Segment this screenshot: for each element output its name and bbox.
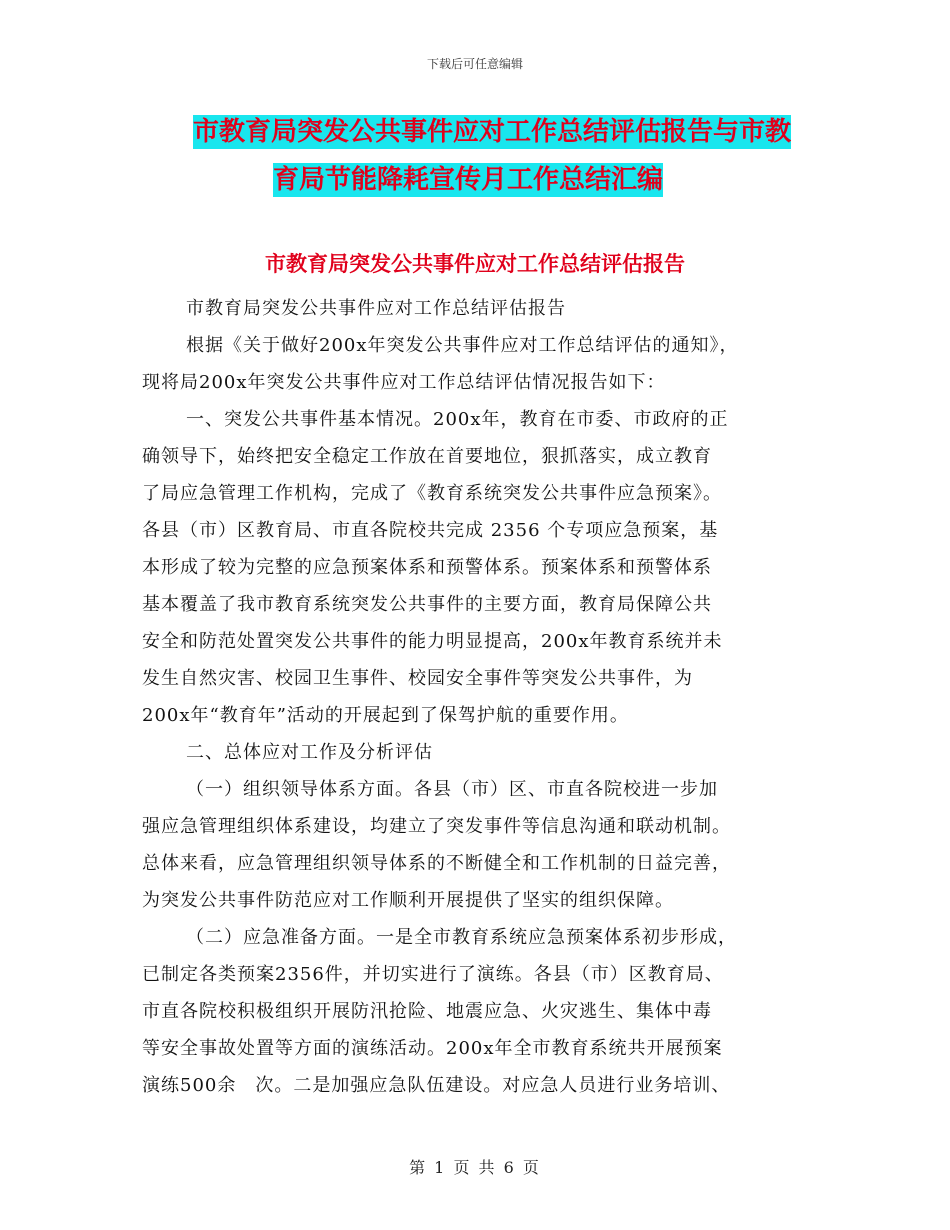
page-footer: 第 1 页 共 6 页 bbox=[409, 1158, 541, 1177]
body-line: 现将局200x年突发公共事件应对工作总结评估情况报告如下： bbox=[142, 372, 666, 393]
body-line: 演练500余 次。二是加强应急队伍建设。对应急人员进行业务培训、 bbox=[142, 1075, 731, 1096]
body-line: 确领导下，始终把安全稳定工作放在首要地位，狠抓落实，成立教育 bbox=[142, 446, 712, 467]
main-title-line-2-text: 育局节能降耗宣传月工作总结汇编 bbox=[273, 165, 664, 195]
body-line: 基本覆盖了我市教育系统突发公共事件的主要方面，教育局保障公共 bbox=[142, 594, 712, 615]
body-line: 已制定各类预案2356件，并切实进行了演练。各县（市）区教育局、 bbox=[142, 964, 724, 985]
main-title-line-1 bbox=[193, 108, 813, 156]
body-line: 各县（市）区教育局、市直各院校共完成 2356 个专项应急预案，基 bbox=[142, 520, 719, 541]
header-note: 下载后可任意编辑 bbox=[426, 57, 523, 71]
body-line: 安全和防范处置突发公共事件的能力明显提高，200x年教育系统并未 bbox=[142, 631, 723, 652]
body-line: 强应急管理组织体系建设，均建立了突发事件等信息沟通和联动机制。 bbox=[142, 816, 731, 837]
body-line: 市直各院校积极组织开展防汛抢险、地震应急、火灾逃生、集体中毒 bbox=[142, 1001, 712, 1022]
body-line: 一、突发公共事件基本情况。200x年，教育在市委、市政府的正 bbox=[186, 409, 729, 430]
main-title-line-2 bbox=[273, 156, 813, 204]
body-line: 二、总体应对工作及分析评估 bbox=[186, 742, 433, 763]
body-line: 发生自然灾害、校园卫生事件、校园安全事件等突发公共事件，为 bbox=[142, 668, 693, 689]
section-title: 市教育局突发公共事件应对工作总结评估报告 bbox=[265, 252, 685, 276]
body-line: （二）应急准备方面。一是全市教育系统应急预案体系初步形成， bbox=[186, 927, 737, 948]
body-line: 为突发公共事件防范应对工作顺利开展提供了坚实的组织保障。 bbox=[142, 890, 674, 911]
body-line: （一）组织领导体系方面。各县（市）区、市直各院校进一步加 bbox=[186, 779, 718, 800]
body-line: 根据《关于做好200x年突发公共事件应对工作总结评估的通知》， bbox=[186, 335, 739, 356]
body-line: 本形成了较为完整的应急预案体系和预警体系。预案体系和预警体系 bbox=[142, 557, 712, 578]
body-line: 市教育局突发公共事件应对工作总结评估报告 bbox=[186, 298, 566, 319]
body-line: 等安全事故处置等方面的演练活动。200x年全市教育系统共开展预案 bbox=[142, 1038, 723, 1059]
main-title bbox=[193, 108, 813, 204]
body-line: 总体来看，应急管理组织领导体系的不断健全和工作机制的日益完善， bbox=[142, 853, 731, 874]
main-title-line-1-text: 市教育局突发公共事件应对工作总结评估报告与市教 bbox=[193, 117, 792, 147]
body-text bbox=[142, 290, 812, 1104]
body-line: 了局应急管理工作机构，完成了《教育系统突发公共事件应急预案》。 bbox=[142, 483, 722, 504]
body-line: 200x年“教育年”活动的开展起到了保驾护航的重要作用。 bbox=[142, 705, 629, 726]
